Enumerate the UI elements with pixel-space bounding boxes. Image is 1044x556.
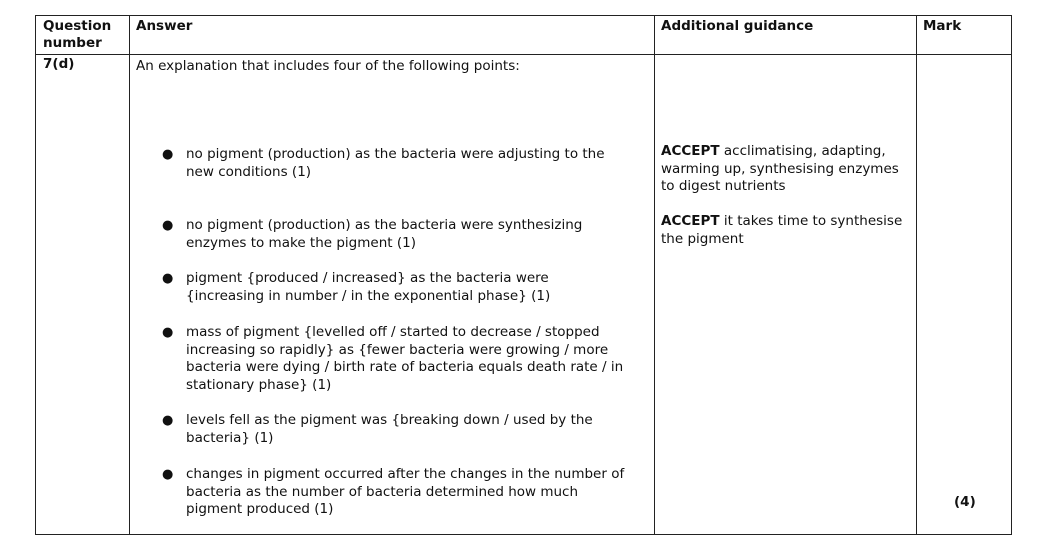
bullet-icon: ● <box>162 467 174 482</box>
column-divider <box>654 16 655 534</box>
header-answer: Answer <box>136 18 193 34</box>
header-question-number: Question number <box>43 18 112 51</box>
guidance-text: acclimatising, adapting, warming up, synthesising enzymes to digest nutrients <box>661 143 899 194</box>
header-divider <box>36 54 1011 55</box>
bullet-icon: ● <box>162 218 174 233</box>
mark-scheme-table <box>35 15 1012 535</box>
answer-point-text: no pigment (production) as the bacteria were adjusting to the new conditions (1) <box>186 146 605 180</box>
column-divider <box>916 16 917 534</box>
mark-value: (4) <box>954 494 976 510</box>
bullet-icon: ● <box>162 271 174 286</box>
bullet-icon: ● <box>162 413 174 428</box>
header-additional-guidance: Additional guidance <box>661 18 814 34</box>
guidance-note <box>661 213 911 248</box>
guidance-keyword: ACCEPT <box>661 213 720 229</box>
column-divider <box>129 16 130 534</box>
header-mark: Mark <box>923 18 962 34</box>
answer-point-text: pigment {produced / increased} as the bacteria were {increasing in number / in the exponential phase} (1) <box>186 270 551 304</box>
guidance-keyword: ACCEPT <box>661 143 720 159</box>
guidance-note <box>661 143 911 196</box>
bullet-icon: ● <box>162 325 174 340</box>
question-number: 7(d) <box>43 56 75 72</box>
answer-point-text: mass of pigment {levelled off / started to decrease / stopped increasing so rapidly} as {fewer bacteria were growing / more bacteria were dying / birth rate of bacteria equals death rate / in stationary phase} (1) <box>186 324 624 393</box>
answer-point-text: no pigment (production) as the bacteria were synthesizing enzymes to make the pigment (1) <box>186 217 583 251</box>
answer-point-text: levels fell as the pigment was {breaking down / used by the bacteria} (1) <box>186 412 593 446</box>
guidance-text: it takes time to synthesise the pigment <box>661 213 903 247</box>
answer-point-text: changes in pigment occurred after the changes in the number of bacteria as the number of bacteria determined how much pigment produced (1) <box>186 466 625 517</box>
answer-intro: An explanation that includes four of the following points: <box>136 58 520 74</box>
bullet-icon: ● <box>162 147 174 162</box>
